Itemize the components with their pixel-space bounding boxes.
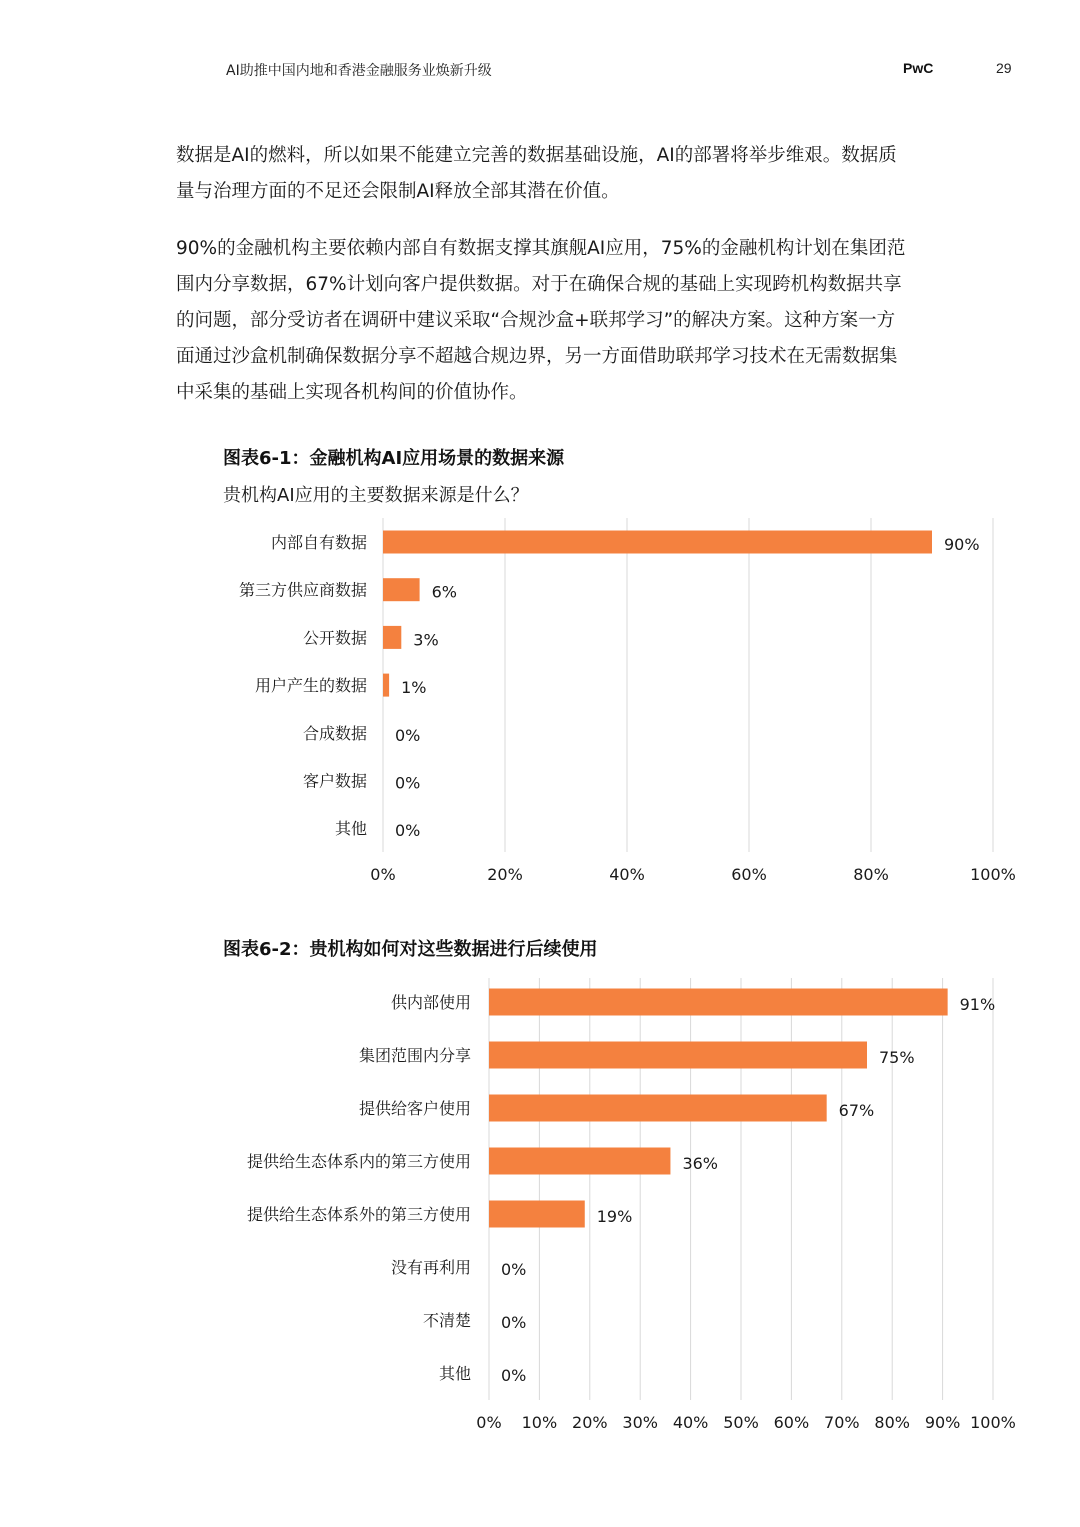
brand-logo: PwC: [903, 60, 934, 76]
tick-label: 40%: [672, 1413, 709, 1432]
tick-label: 20%: [572, 1413, 608, 1432]
bar: [489, 989, 948, 1016]
value-label: 0%: [395, 773, 421, 793]
bar: [383, 531, 932, 554]
tick-label: 80%: [874, 1413, 910, 1432]
bar: [489, 1042, 867, 1069]
chart-data-usage: [247, 978, 1016, 1432]
category-label: 用户产生的数据: [254, 676, 367, 696]
bar: [489, 1148, 670, 1175]
category-label: 不清楚: [422, 1311, 471, 1330]
value-label: 19%: [596, 1207, 633, 1226]
paragraph-line: 中采集的基础上实现各机构间的价值协作。: [176, 382, 528, 403]
bar: [489, 1095, 827, 1122]
category-label: 其他: [438, 1364, 471, 1383]
tick-label: 60%: [731, 865, 767, 884]
figure-6-1-question: 贵机构AI应用的主要数据来源是什么？: [223, 485, 529, 506]
category-label: 集团范围内分享: [358, 1046, 471, 1065]
category-label: 提供给生态体系外的第三方使用: [246, 1205, 471, 1224]
value-label: 75%: [879, 1048, 915, 1067]
category-label: 公开数据: [302, 628, 367, 648]
tick-label: 50%: [723, 1413, 759, 1432]
tick-label: 70%: [824, 1413, 860, 1432]
bar: [383, 578, 420, 601]
value-label: 6%: [431, 582, 457, 602]
tick-label: 20%: [487, 865, 523, 884]
paragraph-line: 量与治理方面的不足还会限制AI释放全部其潜在价值。: [176, 181, 620, 202]
value-label: 0%: [395, 725, 421, 745]
value-label: 91%: [959, 995, 996, 1014]
category-label: 提供给生态体系内的第三方使用: [246, 1152, 471, 1171]
paragraph-line: 的问题，部分受访者在调研中建议采取“合规沙盒+联邦学习”的解决方案。这种方案一方: [176, 310, 896, 331]
value-label: 3%: [413, 630, 439, 650]
category-label: 其他: [334, 819, 367, 839]
tick-label: 0%: [370, 865, 396, 884]
tick-label: 10%: [521, 1413, 558, 1432]
category-label: 内部自有数据: [270, 533, 367, 552]
bar: [383, 626, 401, 649]
tick-label: 40%: [609, 865, 645, 884]
tick-label: 30%: [622, 1413, 658, 1432]
category-label: 第三方供应商数据: [238, 580, 367, 600]
value-label: 0%: [501, 1313, 527, 1332]
tick-label: 100%: [970, 1413, 1016, 1432]
chart-data-sources: [239, 518, 1016, 884]
value-label: 0%: [501, 1366, 527, 1385]
paragraph-line: 围内分享数据，67%计划向客户提供数据。对于在确保合规的基础上实现跨机构数据共享: [176, 274, 902, 295]
figure-6-1-title: 图表6-1：金融机构AI应用场景的数据来源: [223, 448, 565, 469]
paragraph-line: 数据是AI的燃料，所以如果不能建立完善的数据基础设施，AI的部署将举步维艰。数据质: [176, 145, 897, 166]
category-label: 供内部使用: [390, 993, 471, 1012]
value-label: 1%: [401, 678, 427, 698]
bar: [383, 674, 389, 697]
value-label: 67%: [838, 1101, 875, 1120]
bar: [489, 1201, 585, 1228]
header-title: AI助推中国内地和香港金融服务业焕新升级: [226, 63, 492, 79]
tick-label: 90%: [924, 1413, 961, 1432]
tick-label: 60%: [773, 1413, 810, 1432]
value-label: 36%: [682, 1154, 719, 1173]
value-label: 0%: [501, 1260, 527, 1279]
value-label: 90%: [944, 535, 980, 554]
tick-label: 80%: [853, 865, 889, 884]
value-label: 0%: [395, 821, 421, 841]
page-number: 29: [996, 60, 1012, 76]
category-label: 客户数据: [302, 771, 367, 791]
tick-label: 100%: [970, 865, 1016, 884]
category-label: 提供给客户使用: [358, 1099, 471, 1118]
category-label: 合成数据: [302, 723, 367, 743]
category-label: 没有再利用: [390, 1258, 471, 1277]
tick-label: 0%: [476, 1413, 502, 1432]
paragraph-line: 面通过沙盒机制确保数据分享不超越合规边界，另一方面借助联邦学习技术在无需数据集: [176, 346, 898, 367]
figure-6-2-title: 图表6-2：贵机构如何对这些数据进行后续使用: [223, 939, 598, 960]
paragraph-line: 90%的金融机构主要依赖内部自有数据支撑其旗舰AI应用，75%的金融机构计划在集团范: [176, 238, 906, 259]
